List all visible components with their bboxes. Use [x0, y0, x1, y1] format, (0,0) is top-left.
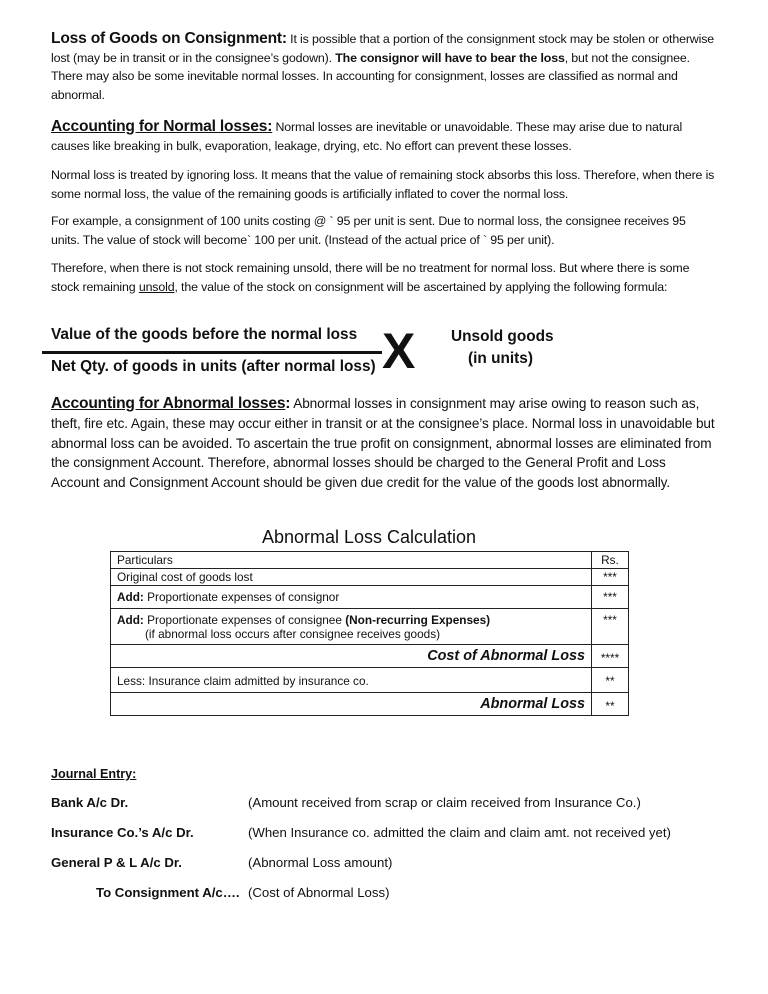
formula-unsold-goods: Unsold goods [451, 328, 554, 345]
consignor-expenses-text: Proportionate expenses of consignor [143, 590, 340, 604]
unsold-text-a: Therefore, when there is not stock remaining unsold, there will be no treatment for normal loss. But where there is some stock remaining [51, 261, 690, 294]
formula-fraction-bar [42, 351, 382, 354]
journal-entry-row [51, 795, 641, 810]
journal-note: (When Insurance co. admitted the claim and claim amt. not received yet) [248, 825, 671, 840]
journal-entry-row [51, 825, 671, 840]
normal-loss-treatment-paragraph: Normal loss is treated by ignoring loss. It means that the value of remaining stock absorbs this loss. Therefore, when there is some normal loss, the value of the remaining goods is artificially inflated to cover the normal loss. [51, 168, 715, 201]
abnormal-losses-heading: Accounting for Abnormal losses [51, 395, 286, 412]
row-insurance-claim-amount: ** [592, 668, 629, 693]
valuation-formula [42, 322, 562, 382]
unsold-stock-paragraph [51, 259, 716, 296]
consignee-expenses-subnote: (if abnormal loss occurs after consignee receives goods) [145, 627, 441, 641]
normal-losses-heading: Accounting for Normal losses: [51, 118, 273, 135]
journal-entry-row [51, 855, 392, 870]
journal-account: To Consignment A/c…. [96, 885, 240, 900]
journal-entry-row [51, 885, 389, 900]
consignee-expenses-text: Proportionate expenses of consignee [143, 613, 346, 627]
journal-account: General P & L A/c Dr. [51, 855, 182, 870]
journal-account: Bank A/c Dr. [51, 795, 129, 810]
row-consignor-expenses-amount: *** [592, 586, 629, 609]
normal-losses-text: Normal losses are inevitable or unavoidable. These may arise due to natural causes like breaking in bulk, evaporation, leakage, drying, etc. No effort can prevent these losses. [51, 120, 683, 153]
table-row [111, 645, 629, 668]
unsold-word: unsold [138, 279, 175, 294]
row-original-cost-amount: *** [592, 569, 629, 586]
unsold-text-b: , the value of the stock on consignment will be ascertained by applying the following formula: [174, 279, 668, 294]
row-consignor-expenses-label [111, 586, 592, 609]
add-prefix: Add: [117, 590, 144, 604]
loss-of-goods-paragraph [51, 30, 716, 104]
abnormal-losses-paragraph [51, 394, 716, 493]
formula-numerator: Value of the goods before the normal loss [51, 326, 358, 343]
table-title: Abnormal Loss Calculation [261, 527, 477, 547]
table-header-row [111, 552, 629, 569]
table-row [111, 569, 629, 586]
header-particulars: Particulars [111, 552, 592, 569]
header-amount: Rs. [592, 552, 629, 569]
row-consignee-expenses-amount: *** [592, 609, 629, 645]
abnormal-colon: : [285, 395, 291, 412]
loss-text-a: It is possible that a portion of the consignment stock may be stolen or otherwise lost (may be in transit or in the consignee’s godown). [51, 32, 714, 65]
row-abnormal-loss-amount: ** [592, 693, 629, 716]
journal-note: (Cost of Abnormal Loss) [248, 885, 390, 900]
journal-account: Insurance Co.’s A/c Dr. [51, 825, 194, 840]
journal-note: (Abnormal Loss amount) [248, 855, 393, 870]
abnormal-losses-text: Abnormal losses in consignment may arise owing to reason such as, theft, fire etc. Again, these may occur either in transit or at the consignee’s place. Normal loss in unavoidable but abnormal loss can be avoided. To ascertain the true profit on consignment, abnormal losses are eliminated from the consignment Account. Therefore, abnormal losses should be charged to the General Profit and Loss Account and Consignment Account should be given due credit for the value of the goods lost abnormally. [51, 396, 715, 491]
loss-text-bold: The consignor will have to bear the loss [335, 50, 565, 65]
row-abnormal-loss-label: Abnormal Loss [111, 693, 592, 716]
row-cost-abnormal-loss-amount: **** [592, 645, 629, 668]
normal-losses-paragraph [51, 118, 716, 155]
table-row [111, 668, 629, 693]
formula-denominator: Net Qty. of goods in units (after normal loss) [51, 358, 376, 375]
add-prefix: Add: [117, 613, 144, 627]
loss-text-b: , but not the consignee. There may also be some inevitable normal losses. In accounting for consignment, losses are classified as normal and abnormal. [51, 50, 690, 102]
non-recurring-note: (Non-recurring Expenses) [345, 613, 491, 627]
normal-loss-example-paragraph: For example, a consignment of 100 units costing @ ` 95 per unit is sent. Due to normal loss, the consignee receives 95 units. The value of stock will become` 100 per unit. (Instead of the actual price of ` 95 per unit). [51, 214, 686, 247]
row-cost-abnormal-loss-label: Cost of Abnormal Loss [111, 645, 592, 668]
table-row [111, 586, 629, 609]
row-insurance-claim-label: Less: Insurance claim admitted by insurance co. [111, 668, 592, 693]
table-row [111, 609, 629, 645]
loss-of-goods-heading: Loss of Goods on Consignment: [51, 30, 287, 47]
table-row [111, 693, 629, 716]
multiply-icon: X [382, 323, 416, 379]
row-consignee-expenses-label [111, 609, 592, 645]
journal-note: (Amount received from scrap or claim received from Insurance Co.) [248, 795, 641, 810]
abnormal-loss-table [110, 551, 629, 716]
journal-entry-title: Journal Entry: [51, 767, 137, 781]
row-original-cost-label: Original cost of goods lost [111, 569, 592, 586]
formula-in-units: (in units) [468, 350, 533, 367]
